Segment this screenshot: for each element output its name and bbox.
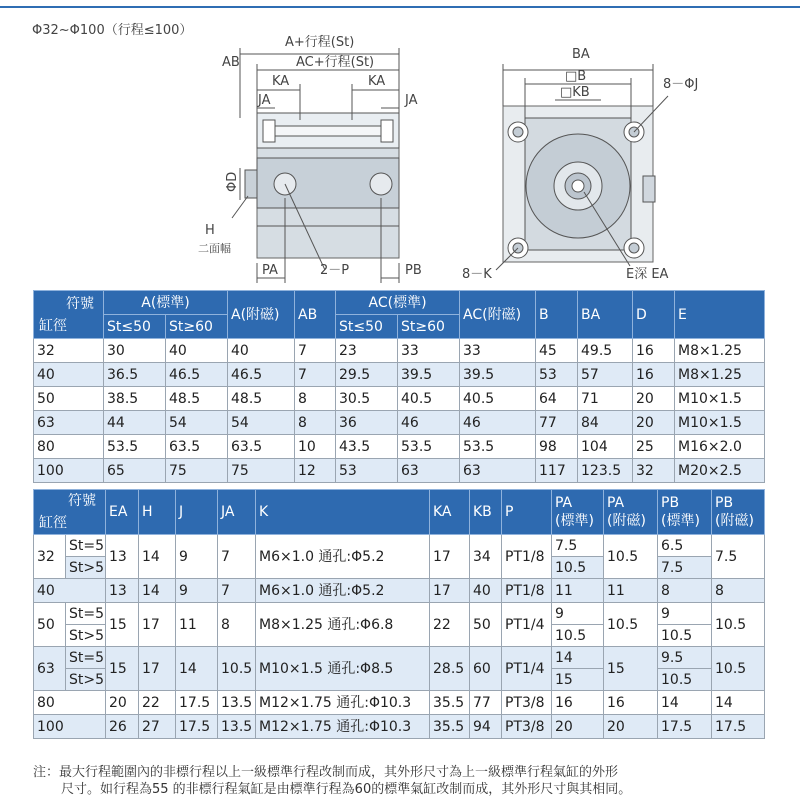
- bore-80: 80: [34, 691, 106, 715]
- cell-kb: 50: [470, 603, 502, 647]
- cell-k: M12×1.75 通孔:Φ10.3: [256, 691, 430, 715]
- table1-cell: 75: [166, 459, 228, 483]
- cell-p: PT1/8: [502, 579, 552, 603]
- header2-pa-std: PA (標準): [552, 490, 604, 535]
- header2-pb-mag: PB (附磁): [712, 490, 765, 535]
- cell-pb-mag: 10.5: [712, 603, 765, 647]
- cell-pa-mag: 11: [604, 579, 658, 603]
- cell-p: PT1/4: [502, 603, 552, 647]
- label-ac-st: AC+行程(St): [296, 55, 375, 70]
- st-eq5: St=5: [66, 647, 106, 669]
- cell-ea: 15: [106, 603, 139, 647]
- table2-row-32a: [34, 535, 765, 557]
- header-st-le50: St≤50: [104, 315, 166, 339]
- table1-cell: 8: [295, 411, 336, 435]
- label-pb: PB: [405, 263, 422, 278]
- table1-cell: 48.5: [166, 387, 228, 411]
- cell-pb-std: 9.5: [658, 647, 712, 669]
- table1-row: [34, 387, 765, 411]
- cell-ea: 20: [106, 691, 139, 715]
- dimension-table-1: [33, 290, 765, 483]
- header2-pb-std: PB (標準): [658, 490, 712, 535]
- cylinder-drawing: [0, 8, 800, 290]
- label-pa: PA: [262, 263, 278, 278]
- dimension-table-2: [33, 489, 765, 739]
- cell-pb-std: 10.5: [658, 625, 712, 647]
- table1-cell: 53.5: [104, 435, 166, 459]
- header2-ka: KA: [430, 490, 470, 535]
- label-ba: BA: [572, 47, 590, 62]
- table1-row: [34, 435, 765, 459]
- footnote-line-1: 注：最大行程範圍內的非標行程以上一級標準行程改制而成，其外形尺寸為上一級標準行程氣缸的外形: [33, 765, 619, 780]
- table1-cell: 8: [295, 387, 336, 411]
- cell-ka: 28.5: [430, 647, 470, 691]
- header2-symbol: 符號: [68, 493, 96, 509]
- header2-bore: 缸徑: [39, 515, 67, 531]
- table1-cell: 39.5: [460, 363, 536, 387]
- table1-cell: 53.5: [460, 435, 536, 459]
- header-a-std: A(標準): [104, 291, 228, 315]
- cell-k: M12×1.75 通孔:Φ10.3: [256, 715, 430, 739]
- label-8-phij: 8－ΦJ: [663, 77, 699, 92]
- bore-40: 40: [34, 579, 106, 603]
- label-ab: AB: [222, 55, 240, 70]
- header2-h: H: [139, 490, 176, 535]
- table1-cell: 54: [166, 411, 228, 435]
- st-eq5: St=5: [66, 535, 106, 557]
- label-ka-left: KA: [272, 74, 290, 89]
- table1-cell: M8×1.25: [675, 339, 765, 363]
- label-sq-kb: □KB: [560, 85, 590, 100]
- table2-row-63a: [34, 647, 765, 669]
- cell-pa-mag: 10.5: [604, 535, 658, 579]
- table2-row-40: [34, 579, 765, 603]
- header-bore: 缸徑: [39, 317, 67, 334]
- table1-cell: 40: [34, 363, 104, 387]
- table1-cell: M10×1.5: [675, 411, 765, 435]
- table1-cell: 33: [398, 339, 460, 363]
- cell-j: 9: [176, 579, 218, 603]
- header2-pa-mag: PA (附磁): [604, 490, 658, 535]
- table1-cell: 30: [104, 339, 166, 363]
- header2-k: K: [256, 490, 430, 535]
- cell-ja: 7: [218, 579, 256, 603]
- table1-cell: 36: [336, 411, 398, 435]
- cell-pb-std: 8: [658, 579, 712, 603]
- cell-pa-std: 9: [552, 603, 604, 625]
- cell-p: PT1/8: [502, 535, 552, 579]
- header2-p: P: [502, 490, 552, 535]
- cell-k: M6×1.0 通孔:Φ5.2: [256, 535, 430, 579]
- header-ba: BA: [578, 291, 633, 339]
- footnote: [33, 764, 773, 798]
- cell-pa-mag: 15: [604, 647, 658, 691]
- cell-p: PT3/8: [502, 691, 552, 715]
- cell-ka: 17: [430, 535, 470, 579]
- cell-kb: 60: [470, 647, 502, 691]
- table1-cell: 32: [633, 459, 675, 483]
- cell-pb-std: 9: [658, 603, 712, 625]
- header-ab: AB: [295, 291, 336, 339]
- header-symbol: 符號: [66, 295, 94, 312]
- cell-pa-mag: 20: [604, 715, 658, 739]
- table1-cell: 44: [104, 411, 166, 435]
- table1-cell: 100: [34, 459, 104, 483]
- cell-ja: 7: [218, 535, 256, 579]
- header2-ea: EA: [106, 490, 139, 535]
- table1-cell: 7: [295, 339, 336, 363]
- table1-cell: 16: [633, 363, 675, 387]
- cell-k: M8×1.25 通孔:Φ6.8: [256, 603, 430, 647]
- label-ja-right: JA: [405, 93, 418, 108]
- st-gt5: St>5: [66, 625, 106, 647]
- cell-pa-std: 14: [552, 647, 604, 669]
- cell-pa-std: 15: [552, 669, 604, 691]
- cell-ea: 15: [106, 647, 139, 691]
- cell-kb: 77: [470, 691, 502, 715]
- cell-pb-mag: 10.5: [712, 647, 765, 691]
- bore-63: 63: [34, 647, 66, 691]
- cell-pa-std: 10.5: [552, 557, 604, 579]
- header-st-ge60: St≥60: [166, 315, 228, 339]
- table1-cell: 64: [536, 387, 578, 411]
- cell-h: 17: [139, 647, 176, 691]
- table1-cell: 20: [633, 411, 675, 435]
- cell-h: 14: [139, 535, 176, 579]
- cell-h: 22: [139, 691, 176, 715]
- header-st-ge60-ac: St≥60: [398, 315, 460, 339]
- table2-row-100: [34, 715, 765, 739]
- table1-cell: M20×2.5: [675, 459, 765, 483]
- cell-ka: 35.5: [430, 691, 470, 715]
- cell-pb-mag: 14: [712, 691, 765, 715]
- table1-cell: 46: [460, 411, 536, 435]
- table1-cell: 46: [398, 411, 460, 435]
- top-rule: [0, 0, 800, 8]
- cell-pb-mag: 17.5: [712, 715, 765, 739]
- cell-pb-mag: 8: [712, 579, 765, 603]
- header-ac-std: AC(標準): [336, 291, 460, 315]
- label-8-k: 8－K: [462, 267, 492, 282]
- label-ka-right: KA: [368, 74, 386, 89]
- st-gt5: St>5: [66, 669, 106, 691]
- label-two-p: 2－P: [320, 263, 350, 278]
- table1-cell: M8×1.25: [675, 363, 765, 387]
- table1-cell: 30.5: [336, 387, 398, 411]
- bore-32: 32: [34, 535, 66, 579]
- table1-cell: 10: [295, 435, 336, 459]
- cell-pb-std: 6.5: [658, 535, 712, 557]
- table1-cell: 63: [460, 459, 536, 483]
- cell-ka: 17: [430, 579, 470, 603]
- cell-kb: 34: [470, 535, 502, 579]
- cell-h: 27: [139, 715, 176, 739]
- table1-cell: 77: [536, 411, 578, 435]
- cell-ja: 13.5: [218, 691, 256, 715]
- table1-cell: 57: [578, 363, 633, 387]
- cell-pb-std: 7.5: [658, 557, 712, 579]
- table1-cell: 23: [336, 339, 398, 363]
- cell-pa-mag: 10.5: [604, 603, 658, 647]
- cell-ja: 10.5: [218, 647, 256, 691]
- table1-cell: 40: [166, 339, 228, 363]
- header-a-mag: A(附磁): [228, 291, 295, 339]
- table1-cell: 53: [336, 459, 398, 483]
- table1-cell: 25: [633, 435, 675, 459]
- table1-cell: 123.5: [578, 459, 633, 483]
- cell-pb-mag: 7.5: [712, 535, 765, 579]
- table1-cell: 54: [228, 411, 295, 435]
- table1-cell: 48.5: [228, 387, 295, 411]
- table1-row: [34, 411, 765, 435]
- cell-h: 14: [139, 579, 176, 603]
- table1-cell: 63.5: [166, 435, 228, 459]
- cell-p: PT1/4: [502, 647, 552, 691]
- table1-cell: M16×2.0: [675, 435, 765, 459]
- table1-cell: 46.5: [166, 363, 228, 387]
- cell-pa-mag: 16: [604, 691, 658, 715]
- label-e-ea: E深 EA: [626, 267, 669, 282]
- header2-j: J: [176, 490, 218, 535]
- cell-p: PT3/8: [502, 715, 552, 739]
- table1-cell: 40.5: [460, 387, 536, 411]
- label-phi-d: ΦD: [225, 171, 240, 192]
- label-a-st: A+行程(St): [285, 35, 355, 50]
- table1-cell: 80: [34, 435, 104, 459]
- table1-cell: 40.5: [398, 387, 460, 411]
- table1-cell: 84: [578, 411, 633, 435]
- cell-pa-std: 20: [552, 715, 604, 739]
- cell-j: 17.5: [176, 715, 218, 739]
- table1-cell: 20: [633, 387, 675, 411]
- table1-row: [34, 339, 765, 363]
- table1-cell: 71: [578, 387, 633, 411]
- header2-kb: KB: [470, 490, 502, 535]
- cell-ja: 8: [218, 603, 256, 647]
- table1-cell: 40: [228, 339, 295, 363]
- cell-ea: 13: [106, 579, 139, 603]
- table1-cell: 104: [578, 435, 633, 459]
- table2-row-80: [34, 691, 765, 715]
- bore-50: 50: [34, 603, 66, 647]
- table1-cell: 7: [295, 363, 336, 387]
- header-ac-mag: AC(附磁): [460, 291, 536, 339]
- table1-cell: 32: [34, 339, 104, 363]
- cell-pb-std: 17.5: [658, 715, 712, 739]
- table1-cell: 33: [460, 339, 536, 363]
- cell-k: M10×1.5 通孔:Φ8.5: [256, 647, 430, 691]
- table1-cell: 63: [398, 459, 460, 483]
- st-eq5: St=5: [66, 603, 106, 625]
- cell-ea: 26: [106, 715, 139, 739]
- label-h: H: [205, 223, 215, 238]
- header-st-le50-ac: St≤50: [336, 315, 398, 339]
- table1-cell: 65: [104, 459, 166, 483]
- table1-cell: 16: [633, 339, 675, 363]
- cell-pb-std: 14: [658, 691, 712, 715]
- table1-cell: 53.5: [398, 435, 460, 459]
- table1-cell: 12: [295, 459, 336, 483]
- header2-symbol-bore: [34, 490, 106, 535]
- table1-cell: M10×1.5: [675, 387, 765, 411]
- cell-h: 17: [139, 603, 176, 647]
- cell-pa-std: 11: [552, 579, 604, 603]
- table1-cell: 46.5: [228, 363, 295, 387]
- header-b: B: [536, 291, 578, 339]
- label-two-flats: 二面幅: [198, 242, 231, 255]
- table1-cell: 36.5: [104, 363, 166, 387]
- cell-ka: 35.5: [430, 715, 470, 739]
- header2-ja: JA: [218, 490, 256, 535]
- footnote-line-2: 尺寸。如行程為55 的非標行程氣缸是由標準行程為60的標準氣缸改制而成，其外形尺寸與其相同。: [61, 782, 632, 797]
- table1-cell: 38.5: [104, 387, 166, 411]
- cell-pb-std: 10.5: [658, 669, 712, 691]
- cell-pa-std: 16: [552, 691, 604, 715]
- cell-pa-std: 7.5: [552, 535, 604, 557]
- drawing-title: Φ32~Φ100（行程≤100）: [32, 23, 193, 38]
- table1-cell: 98: [536, 435, 578, 459]
- cell-k: M6×1.0 通孔:Φ5.2: [256, 579, 430, 603]
- header-d: D: [633, 291, 675, 339]
- label-ja-left: JA: [258, 93, 271, 108]
- cell-j: 9: [176, 535, 218, 579]
- table1-cell: 29.5: [336, 363, 398, 387]
- header-e: E: [675, 291, 765, 339]
- cell-kb: 40: [470, 579, 502, 603]
- table2-row-50a: [34, 603, 765, 625]
- cell-ka: 22: [430, 603, 470, 647]
- table1-cell: 45: [536, 339, 578, 363]
- table1-cell: 50: [34, 387, 104, 411]
- table1-row: [34, 459, 765, 483]
- cell-j: 17.5: [176, 691, 218, 715]
- cell-j: 11: [176, 603, 218, 647]
- table1-cell: 63.5: [228, 435, 295, 459]
- cell-ja: 13.5: [218, 715, 256, 739]
- header-symbol-bore: [34, 291, 104, 339]
- label-sq-b: □B: [565, 69, 587, 84]
- cell-pa-std: 10.5: [552, 625, 604, 647]
- bore-100: 100: [34, 715, 106, 739]
- table1-cell: 49.5: [578, 339, 633, 363]
- cell-j: 14: [176, 647, 218, 691]
- table1-cell: 53: [536, 363, 578, 387]
- table1-row: [34, 363, 765, 387]
- table1-cell: 63: [34, 411, 104, 435]
- table1-cell: 43.5: [336, 435, 398, 459]
- cell-kb: 94: [470, 715, 502, 739]
- cell-ea: 13: [106, 535, 139, 579]
- table1-cell: 75: [228, 459, 295, 483]
- st-gt5: St>5: [66, 557, 106, 579]
- table1-cell: 39.5: [398, 363, 460, 387]
- table1-cell: 117: [536, 459, 578, 483]
